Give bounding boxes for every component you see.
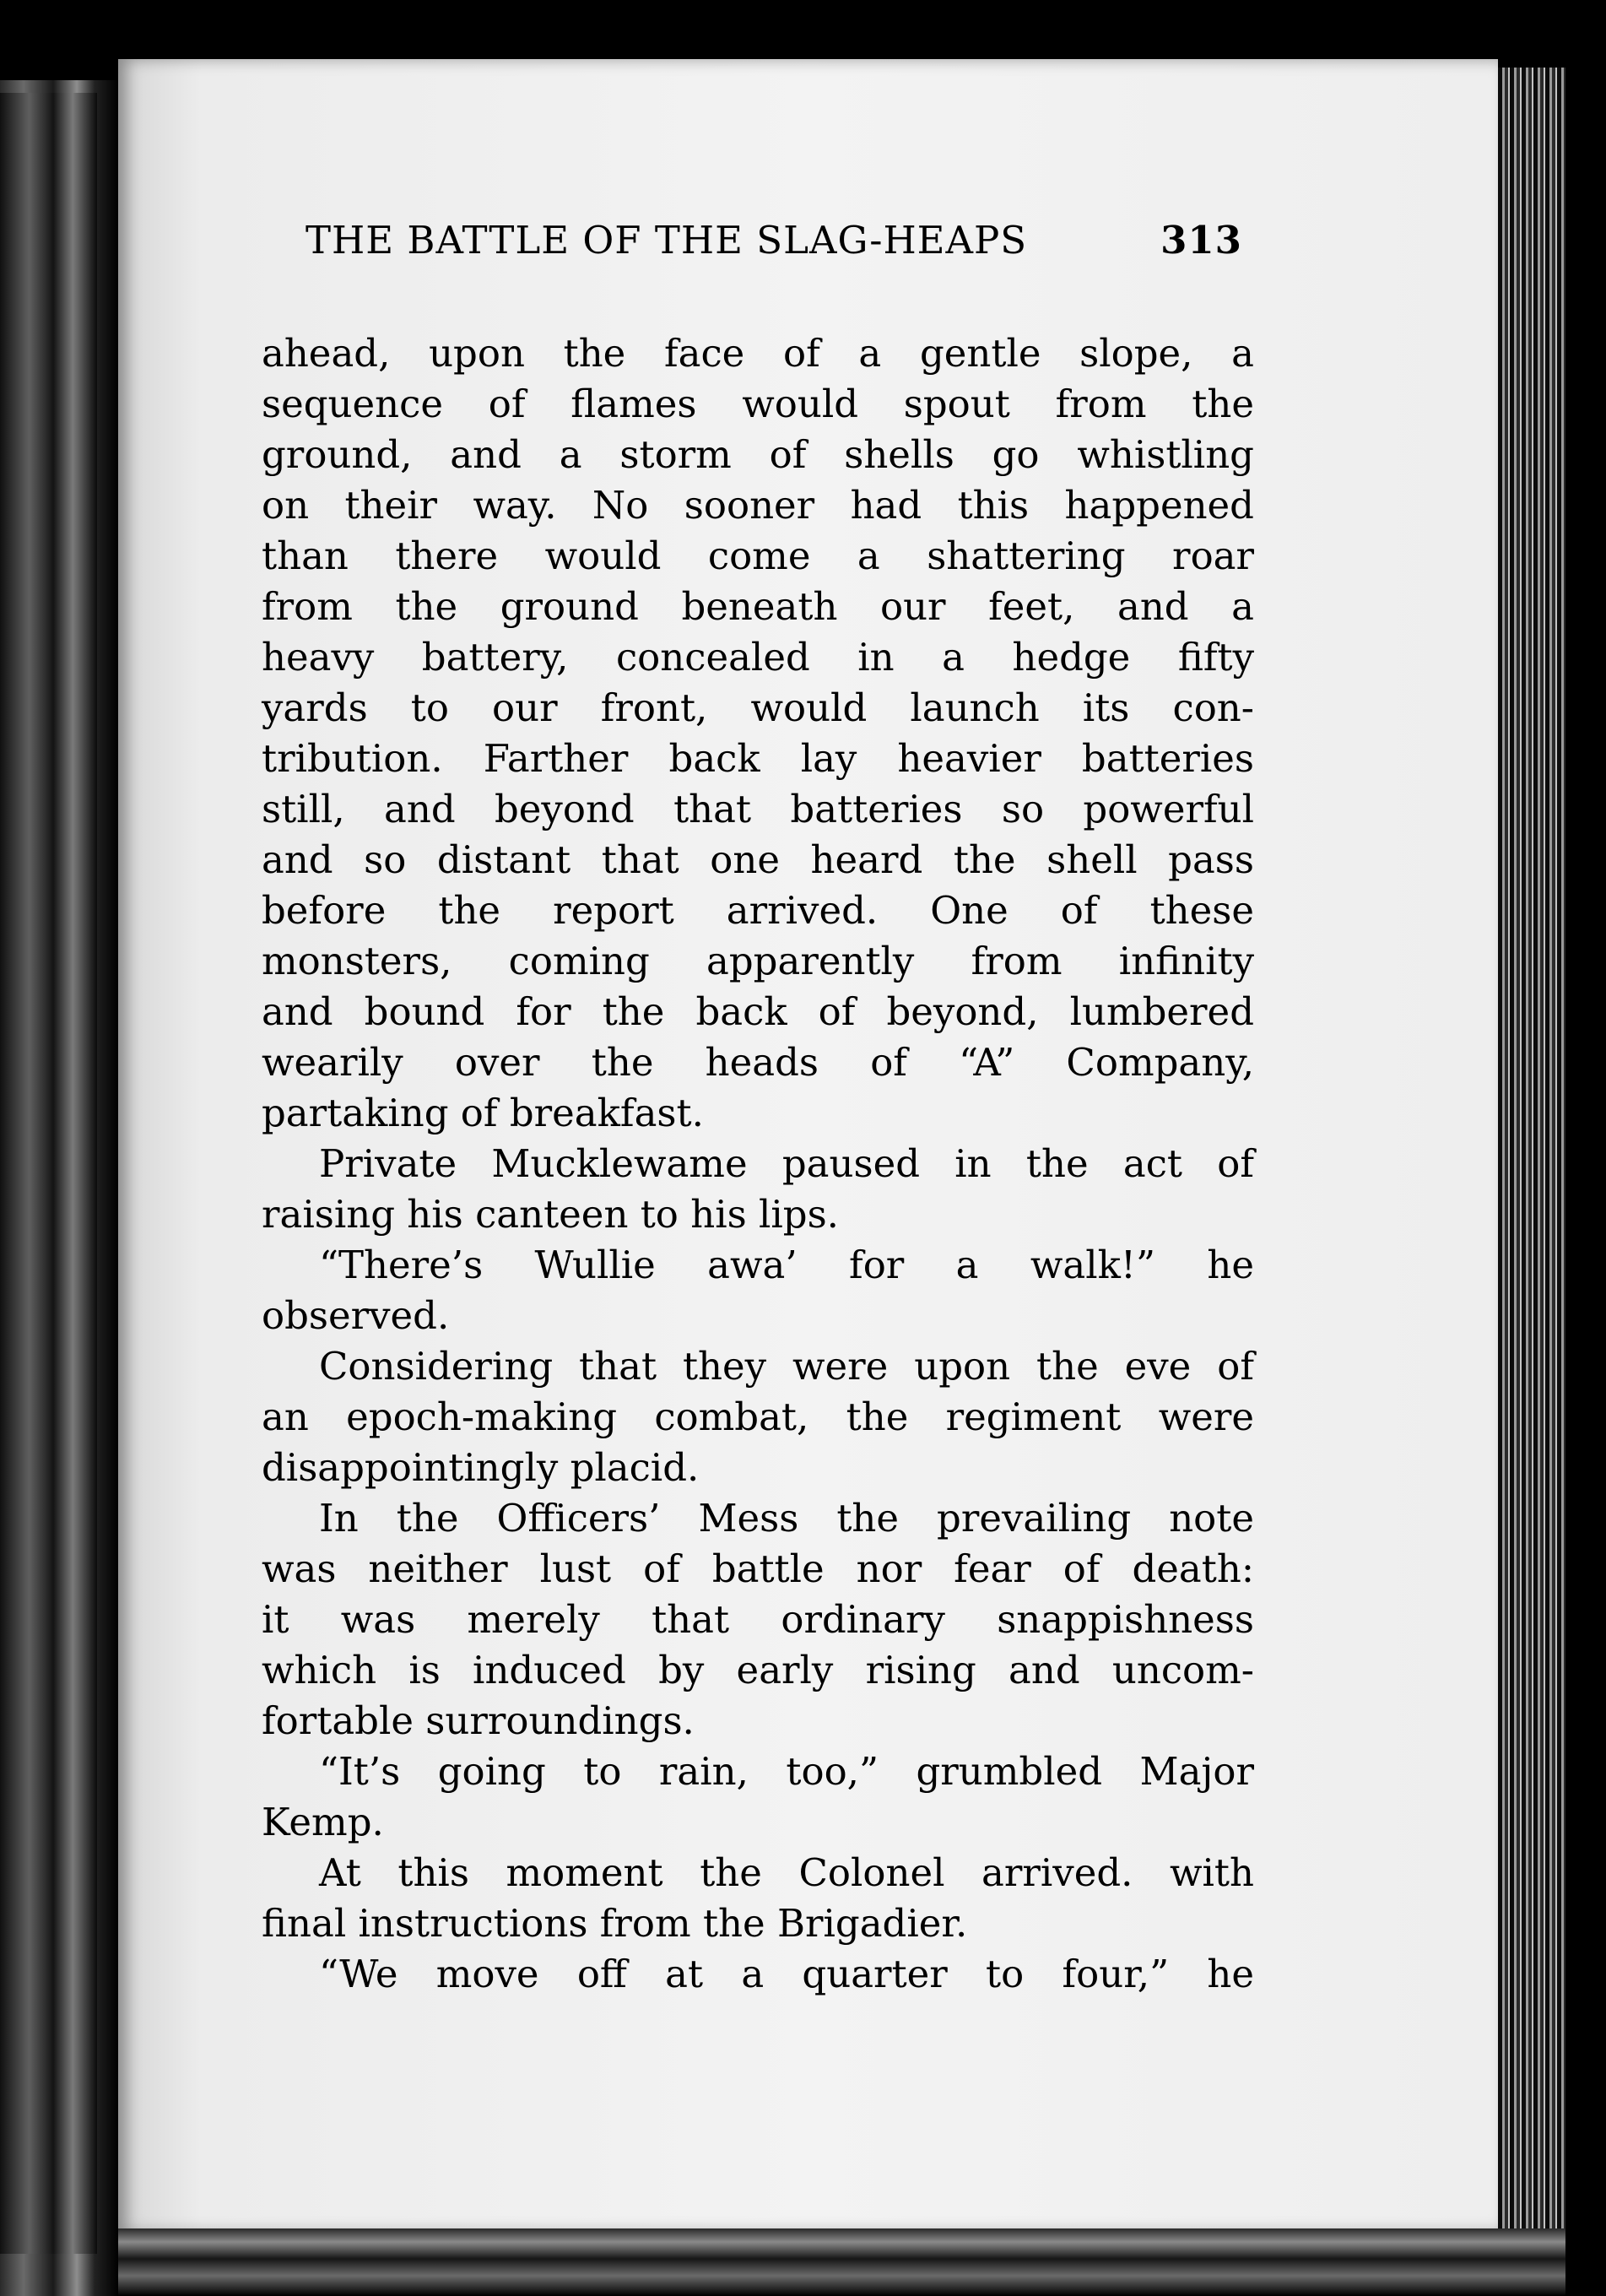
text-line: and so distant that one heard the shell pass (262, 837, 1254, 882)
page-number: 313 (1160, 218, 1242, 263)
text-line: tribution. Farther back lay heavier batteries (262, 736, 1254, 781)
text-line: observed. (262, 1293, 450, 1338)
bottom-page-edge (118, 2228, 1565, 2296)
text-line: before the report arrived. One of these (262, 888, 1254, 933)
text-line: Private Mucklewame paused in the act of (319, 1141, 1254, 1186)
text-line: sequence of flames would spout from the (262, 382, 1254, 426)
text-line: was neither lust of battle nor fear of death: (262, 1546, 1254, 1591)
book-spine-shadow (0, 93, 97, 2254)
text-line: ahead, upon the face of a gentle slope, a (262, 331, 1254, 376)
text-line: In the Officers’ Mess the prevailing note (319, 1496, 1254, 1541)
text-line: heavy battery, concealed in a hedge fifty (262, 635, 1254, 680)
text-line: “It’s going to rain, too,” grumbled Major (319, 1749, 1254, 1794)
text-line: At this moment the Colonel arrived. with (319, 1850, 1254, 1895)
right-margin-shadow (1565, 0, 1606, 2296)
text-line: raising his canteen to his lips. (262, 1192, 839, 1237)
text-line: it was merely that ordinary snappishness (262, 1597, 1254, 1642)
text-line: and bound for the back of beyond, lumbered (262, 989, 1254, 1034)
text-line: final instructions from the Brigadier. (262, 1901, 968, 1946)
text-line: ground, and a storm of shells go whistling (262, 432, 1254, 477)
text-line: “We move off at a quarter to four,” he (319, 1952, 1254, 1996)
text-line: on their way. No sooner had this happened (262, 483, 1254, 528)
text-line: than there would come a shattering roar (262, 533, 1254, 578)
running-head (306, 218, 1242, 268)
text-line: which is induced by early rising and uncom- (262, 1648, 1254, 1692)
text-line: from the ground beneath our feet, and a (262, 584, 1254, 629)
text-line: yards to our front, would launch its con- (262, 685, 1254, 730)
text-line: still, and beyond that batteries so powerful (262, 787, 1254, 831)
text-line: “There’s Wullie awa’ for a walk!” he (319, 1243, 1254, 1287)
text-line: monsters, coming apparently from infinity (262, 939, 1254, 983)
text-line: an epoch-making combat, the regiment were (262, 1394, 1254, 1439)
running-head-title: THE BATTLE OF THE SLAG-HEAPS (306, 218, 1028, 263)
text-line: Considering that they were upon the eve of (319, 1344, 1254, 1389)
text-line: disappointingly placid. (262, 1445, 700, 1490)
text-line: fortable surroundings. (262, 1698, 695, 1743)
right-page-edges (1498, 68, 1565, 2254)
text-line: partaking of breakfast. (262, 1091, 704, 1135)
text-line: wearily over the heads of “A” Company, (262, 1040, 1254, 1085)
text-line: Kemp. (262, 1800, 384, 1844)
